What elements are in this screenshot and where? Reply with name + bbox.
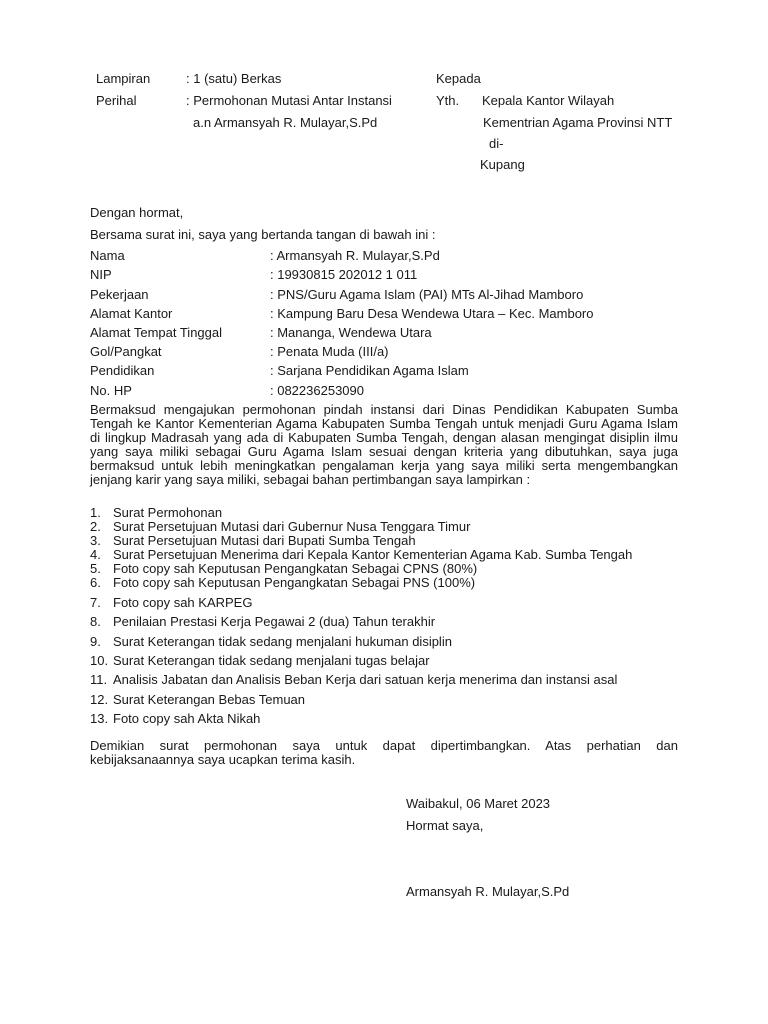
- identity-value: : Armansyah R. Mulayar,S.Pd: [270, 248, 440, 263]
- list-item: [90, 615, 435, 629]
- identity-label: No. HP: [90, 383, 132, 398]
- list-item: [90, 548, 632, 562]
- place-date: Waibakul, 06 Maret 2023: [406, 796, 551, 811]
- list-item: [90, 596, 252, 610]
- identity-value: : Mananga, Wendewa Utara: [270, 325, 432, 340]
- list-item: [90, 712, 260, 726]
- list-item-number: 7.: [90, 595, 101, 610]
- list-item-number: 12.: [90, 692, 109, 707]
- list-item-number: 6.: [90, 575, 101, 590]
- list-item: [90, 534, 416, 548]
- greeting: Dengan hormat,: [90, 205, 184, 220]
- perihal-label: Perihal: [96, 93, 137, 108]
- list-item-number: 8.: [90, 614, 101, 629]
- list-item-number: 5.: [90, 561, 101, 576]
- list-item-number: 2.: [90, 519, 101, 534]
- list-item: [90, 635, 452, 649]
- identity-row-nama: [90, 248, 690, 264]
- kepada-label: Kepada: [436, 71, 481, 86]
- identity-label: Nama: [90, 248, 125, 263]
- recipient-line-3: di-: [489, 136, 504, 151]
- list-item: [90, 654, 430, 668]
- identity-label: Alamat Tempat Tinggal: [90, 325, 222, 340]
- list-item: [90, 673, 617, 687]
- list-item-text: Surat Keterangan tidak sedang menjalani hukuman disiplin: [113, 634, 452, 649]
- identity-value: : Penata Muda (III/a): [270, 344, 389, 359]
- list-item-text: Foto copy sah KARPEG: [113, 595, 253, 610]
- identity-row-pendidikan: [90, 363, 690, 379]
- list-item-text: Surat Persetujuan Mutasi dari Gubernur Nusa Tenggara Timur: [113, 519, 471, 534]
- recipient-line-1: Kepala Kantor Wilayah: [482, 93, 615, 108]
- perihal-value: : Permohonan Mutasi Antar Instansi: [186, 93, 392, 108]
- list-item-text: Foto copy sah Keputusan Pengangkatan Sebagai CPNS (80%): [113, 561, 478, 576]
- identity-value: : 082236253090: [270, 383, 364, 398]
- identity-value: : Sarjana Pendidikan Agama Islam: [270, 363, 469, 378]
- identity-label: Pendidikan: [90, 363, 155, 378]
- identity-value: : 19930815 202012 1 011: [270, 267, 418, 282]
- list-item-number: 4.: [90, 547, 101, 562]
- intro-text: Bersama surat ini, saya yang bertanda tangan di bawah ini :: [90, 227, 436, 242]
- closing-paragraph: Demikian surat permohonan saya untuk dapat dipertimbangkan. Atas perhatian dan kebijaksanaannya saya ucapkan terima kasih.: [90, 738, 678, 767]
- yth-label: Yth.: [436, 93, 460, 108]
- identity-value: : Kampung Baru Desa Wendewa Utara – Kec. Mamboro: [270, 306, 594, 321]
- identity-row-nip: [90, 267, 690, 283]
- list-item: [90, 576, 475, 590]
- identity-row-pekerjaan: [90, 287, 690, 303]
- list-item-number: 9.: [90, 634, 101, 649]
- identity-value: : PNS/Guru Agama Islam (PAI) MTs Al-Jihad Mamboro: [270, 287, 584, 302]
- perihal-value-name: a.n Armansyah R. Mulayar,S.Pd: [193, 115, 378, 130]
- list-item-text: Analisis Jabatan dan Analisis Beban Kerja dari satuan kerja menerima dan instansi asal: [113, 672, 618, 687]
- identity-label: Gol/Pangkat: [90, 344, 162, 359]
- list-item: [90, 506, 222, 520]
- list-item-text: Surat Keterangan tidak sedang menjalani tugas belajar: [113, 653, 430, 668]
- list-item-text: Surat Persetujuan Mutasi dari Bupati Sumba Tengah: [113, 533, 416, 548]
- list-item: [90, 562, 477, 576]
- list-item-text: Surat Persetujuan Menerima dari Kepala Kantor Kementerian Agama Kab. Sumba Tengah: [113, 547, 633, 562]
- list-item-number: 11.: [90, 672, 108, 687]
- recipient-line-4: Kupang: [480, 157, 525, 172]
- identity-label: Pekerjaan: [90, 287, 149, 302]
- list-item-number: 13.: [90, 711, 109, 726]
- identity-row-alamat-tinggal: [90, 325, 690, 341]
- lampiran-value: : 1 (satu) Berkas: [186, 71, 282, 86]
- recipient-line-2: Kementrian Agama Provinsi NTT: [483, 115, 673, 130]
- signature-salutation: Hormat saya,: [406, 818, 484, 833]
- list-item: [90, 520, 470, 534]
- lampiran-label: Lampiran: [96, 71, 151, 86]
- identity-row-gol-pangkat: [90, 344, 690, 360]
- list-item-text: Foto copy sah Akta Nikah: [113, 711, 261, 726]
- identity-row-no-hp: [90, 383, 690, 399]
- identity-label: Alamat Kantor: [90, 306, 173, 321]
- list-item: [90, 693, 305, 707]
- signatory-name: Armansyah R. Mulayar,S.Pd: [406, 884, 570, 899]
- body-paragraph: Bermaksud mengajukan permohonan pindah instansi dari Dinas Pendidikan Kabupaten Sumba Tengah ke Kantor Kementerian Agama Kabupaten Sumba Tengah untuk menjadi Guru Agama Islam di lingkup Madrasah yang ada di Kabupaten Sumba Tengah, dengan alasan mengingat disiplin ilmu yang saya miliki sebagai Guru Agama Islam sesuai dengan kriteria yang dibutuhkan, saya juga bermaksud untuk lebih meningkatkan pengalaman kerja yang saya miliki serta mengembangkan jenjang karir yang saya miliki, sebagai bahan pertimbangan saya lampirkan :: [90, 402, 678, 487]
- list-item-text: Penilaian Prestasi Kerja Pegawai 2 (dua) Tahun terakhir: [113, 614, 436, 629]
- list-item-number: 1.: [90, 505, 101, 520]
- identity-row-alamat-kantor: [90, 306, 690, 322]
- list-item-text: Foto copy sah Keputusan Pengangkatan Sebagai PNS (100%): [113, 575, 476, 590]
- list-item-number: 10.: [90, 653, 109, 668]
- identity-label: NIP: [90, 267, 112, 282]
- list-item-number: 3.: [90, 533, 101, 548]
- list-item-text: Surat Permohonan: [113, 505, 223, 520]
- list-item-text: Surat Keterangan Bebas Temuan: [113, 692, 306, 707]
